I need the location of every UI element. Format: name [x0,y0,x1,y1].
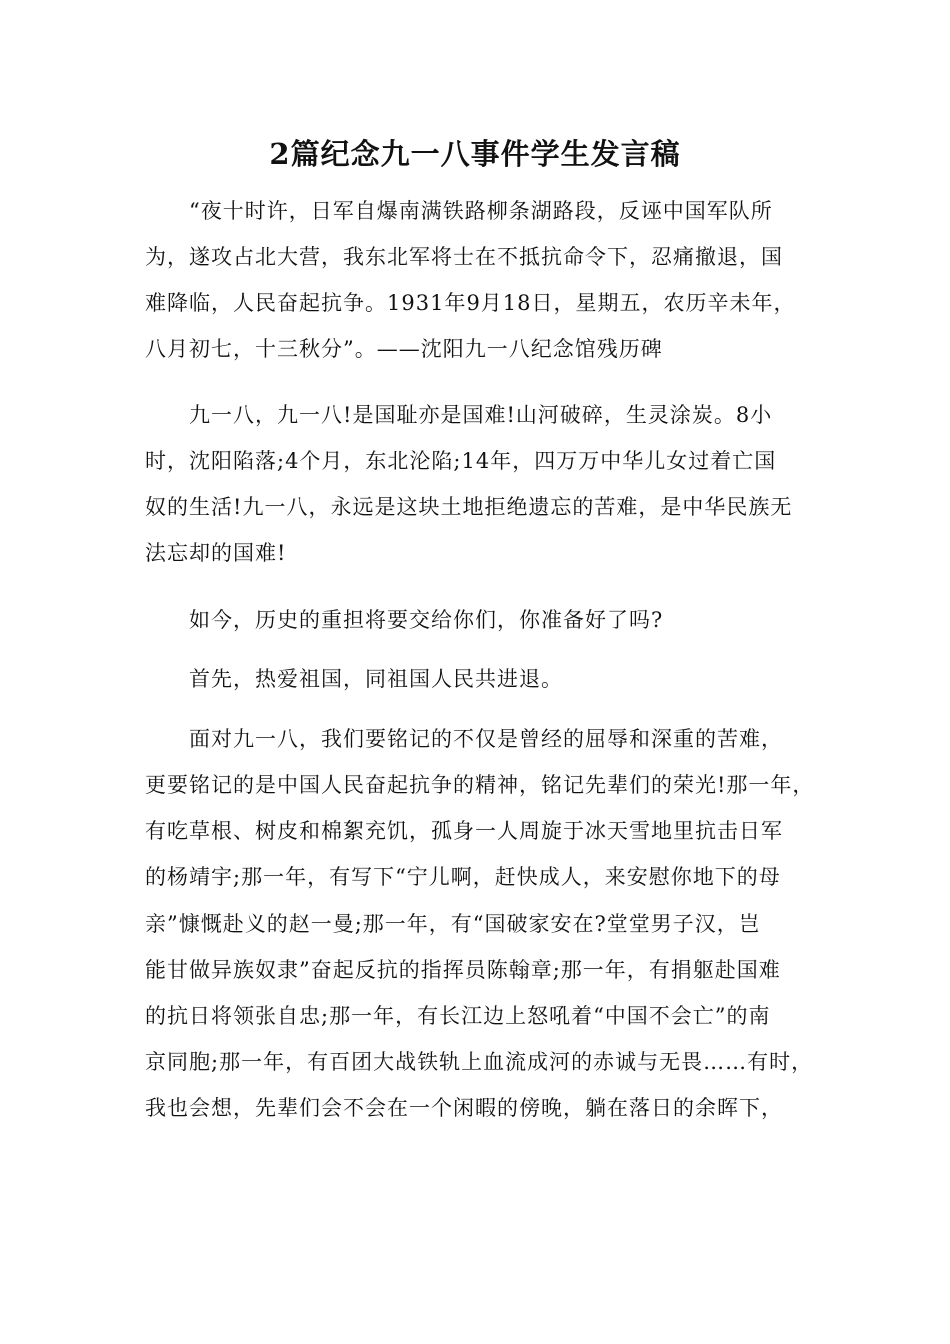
text-line: 时，沈阳陷落;4个月，东北沦陷;14年，四万万中华儿女过着亡国 [145,449,777,473]
text-line: 九一八，九一八!是国耻亦是国难!山河破碎，生灵涂炭。8小 [189,403,773,427]
text-line: 有吃草根、树皮和棉絮充饥，孤身一人周旋于冰天雪地里抗击日军 [145,819,783,843]
text-line: 更要铭记的是中国人民奋起抗争的精神，铭记先辈们的荣光!那一年， [145,773,815,797]
text-line: 的杨靖宇;那一年，有写下“宁儿啊，赶快成人，来安慰你地下的母 [145,865,781,889]
text-line: “夜十时许，日军自爆南满铁路柳条湖路段，反诬中国军队所 [189,199,773,223]
text-line: 的抗日将领张自忠;那一年，有长江边上怒吼着“中国不会亡”的南 [145,1004,771,1028]
text-line: 首先，热爱祖国，同祖国人民共进退。 [189,667,563,691]
text-line: 奴的生活!九一八，永远是这块土地拒绝遗忘的苦难，是中华民族无 [145,495,793,519]
text-line: 面对九一八，我们要铭记的不仅是曾经的屈辱和深重的苦难， [189,727,783,751]
text-line: 法忘却的国难! [145,541,287,565]
text-line: 难降临，人民奋起抗争。1931年9月18日，星期五，农历辛未年， [145,291,796,315]
text-line: 我也会想，先辈们会不会在一个闲暇的傍晚，躺在落日的余晖下， [145,1096,783,1120]
text-line: 如今，历史的重担将要交给你们，你准备好了吗? [189,608,664,632]
text-line: 八月初七，十三秋分”。——沈阳九一八纪念馆残历碑 [145,337,663,361]
text-line: 亲”慷慨赴义的赵一曼;那一年，有“国破家安在?堂堂男子汉，岂 [145,912,761,936]
document-title: 2篇纪念九一八事件学生发言稿 [269,137,681,171]
text-line: 能甘做异族奴隶”奋起反抗的指挥员陈翰章;那一年，有捐躯赴国难 [145,958,781,982]
text-line: 为，遂攻占北大营，我东北军将士在不抵抗命令下，忍痛撤退，国 [145,245,783,269]
text-line: 京同胞;那一年，有百团大战铁轨上血流成河的赤诚与无畏……有时， [145,1050,814,1074]
